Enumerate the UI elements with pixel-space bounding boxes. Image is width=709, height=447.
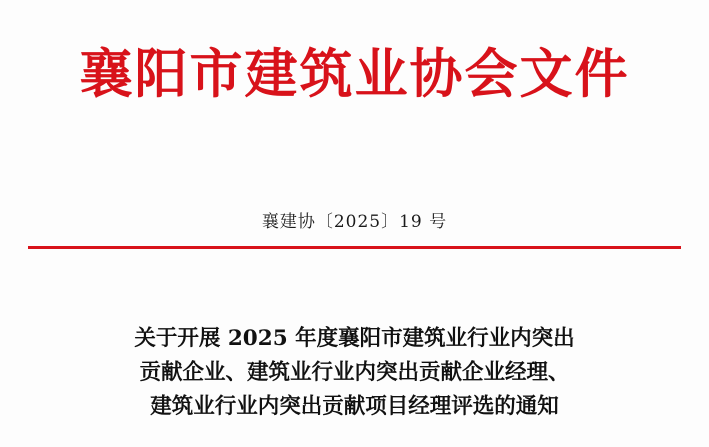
document-title-line-3: 建筑业行业内突出贡献项目经理评选的通知 bbox=[150, 394, 559, 419]
red-divider-rule bbox=[28, 246, 681, 249]
document-title bbox=[54, 322, 655, 424]
document-title-line-1: 关于开展 2025 年度襄阳市建筑业行业内突出 bbox=[134, 326, 575, 351]
masthead-title: 襄阳市建筑业协会文件 bbox=[79, 43, 630, 105]
document-serial-number: 襄建协〔2025〕19 号 bbox=[261, 212, 448, 232]
document-title-line-2: 贡献企业、建筑业行业内突出贡献企业经理、 bbox=[139, 360, 570, 385]
